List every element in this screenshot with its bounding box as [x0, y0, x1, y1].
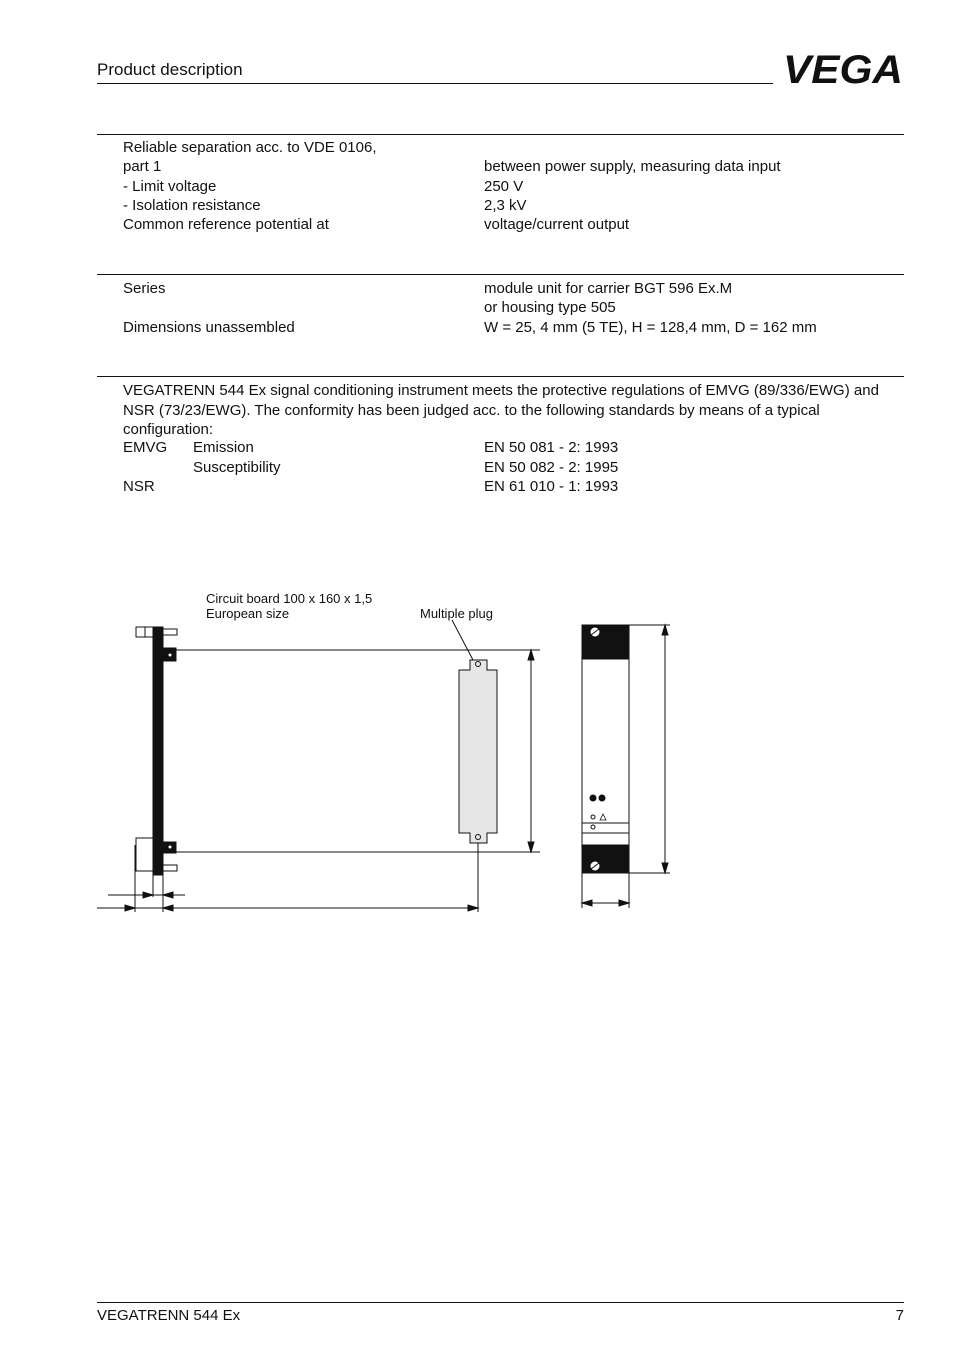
standard-value: EN 50 082 - 2: 1995	[484, 459, 619, 476]
board-label-line1: Circuit board 100 x 160 x 1,5	[206, 591, 373, 606]
screw-housing-bottom	[136, 838, 153, 871]
led-2	[599, 795, 605, 801]
spec-label: - Limit voltage	[123, 178, 217, 195]
board-label-line2: European size	[206, 606, 290, 621]
spec-label: Reliable separation acc. to VDE 0106,	[123, 139, 377, 156]
standard-group: NSR	[123, 478, 155, 495]
spec-label: - Isolation resistance	[123, 197, 261, 214]
standard-value: EN 50 081 - 2: 1993	[484, 439, 619, 456]
spec-value: between power supply, measuring data input	[484, 158, 781, 175]
page-number: 7	[895, 1307, 904, 1324]
plug-leader-line	[452, 620, 473, 660]
plug-label: Multiple plug	[420, 606, 493, 621]
spec-value: or housing type 505	[484, 299, 616, 316]
standard-value: EN 61 010 - 1: 1993	[484, 478, 619, 495]
ce-paragraph: VEGATRENN 544 Ex signal conditioning instrument meets the protective regulations of EMVG (89/336/EWG) and NSR (73/23/EWG). The conformity has been judged acc. to the following standards by means of a typical configuration:	[123, 382, 879, 438]
front-panel-side	[153, 627, 163, 875]
front-panel-top-band	[582, 625, 629, 659]
screw-shaft-top	[163, 629, 177, 635]
footer-product: VEGATRENN 544 Ex	[97, 1307, 241, 1324]
warning-icon	[600, 814, 606, 820]
standard-group: EMVG	[123, 439, 168, 456]
front-panel	[582, 625, 629, 873]
multiple-plug	[459, 660, 497, 843]
logo-text: VEGA	[783, 50, 903, 86]
led-1	[590, 795, 596, 801]
spec-label: Common reference potential at	[123, 216, 329, 233]
spec-value: W = 25, 4 mm (5 TE), H = 128,4 mm, D = 162 mm	[484, 319, 817, 336]
spec-label: part 1	[123, 158, 162, 175]
front-panel-bottom-band	[582, 845, 629, 873]
screw-shaft-bottom	[163, 865, 177, 871]
spec-label: Series	[123, 280, 166, 297]
footer-rule	[97, 1302, 904, 1303]
spec-value: module unit for carrier BGT 596 Ex.M	[484, 280, 733, 297]
spec-value: voltage/current output	[484, 216, 630, 233]
standard-type: Susceptibility	[193, 459, 281, 476]
spec-value: 2,3 kV	[484, 197, 527, 214]
page-header-title: Product description	[97, 60, 243, 79]
spec-label: Dimensions unassembled	[123, 319, 295, 336]
spec-value: 250 V	[484, 178, 524, 195]
standard-type: Emission	[193, 439, 254, 456]
